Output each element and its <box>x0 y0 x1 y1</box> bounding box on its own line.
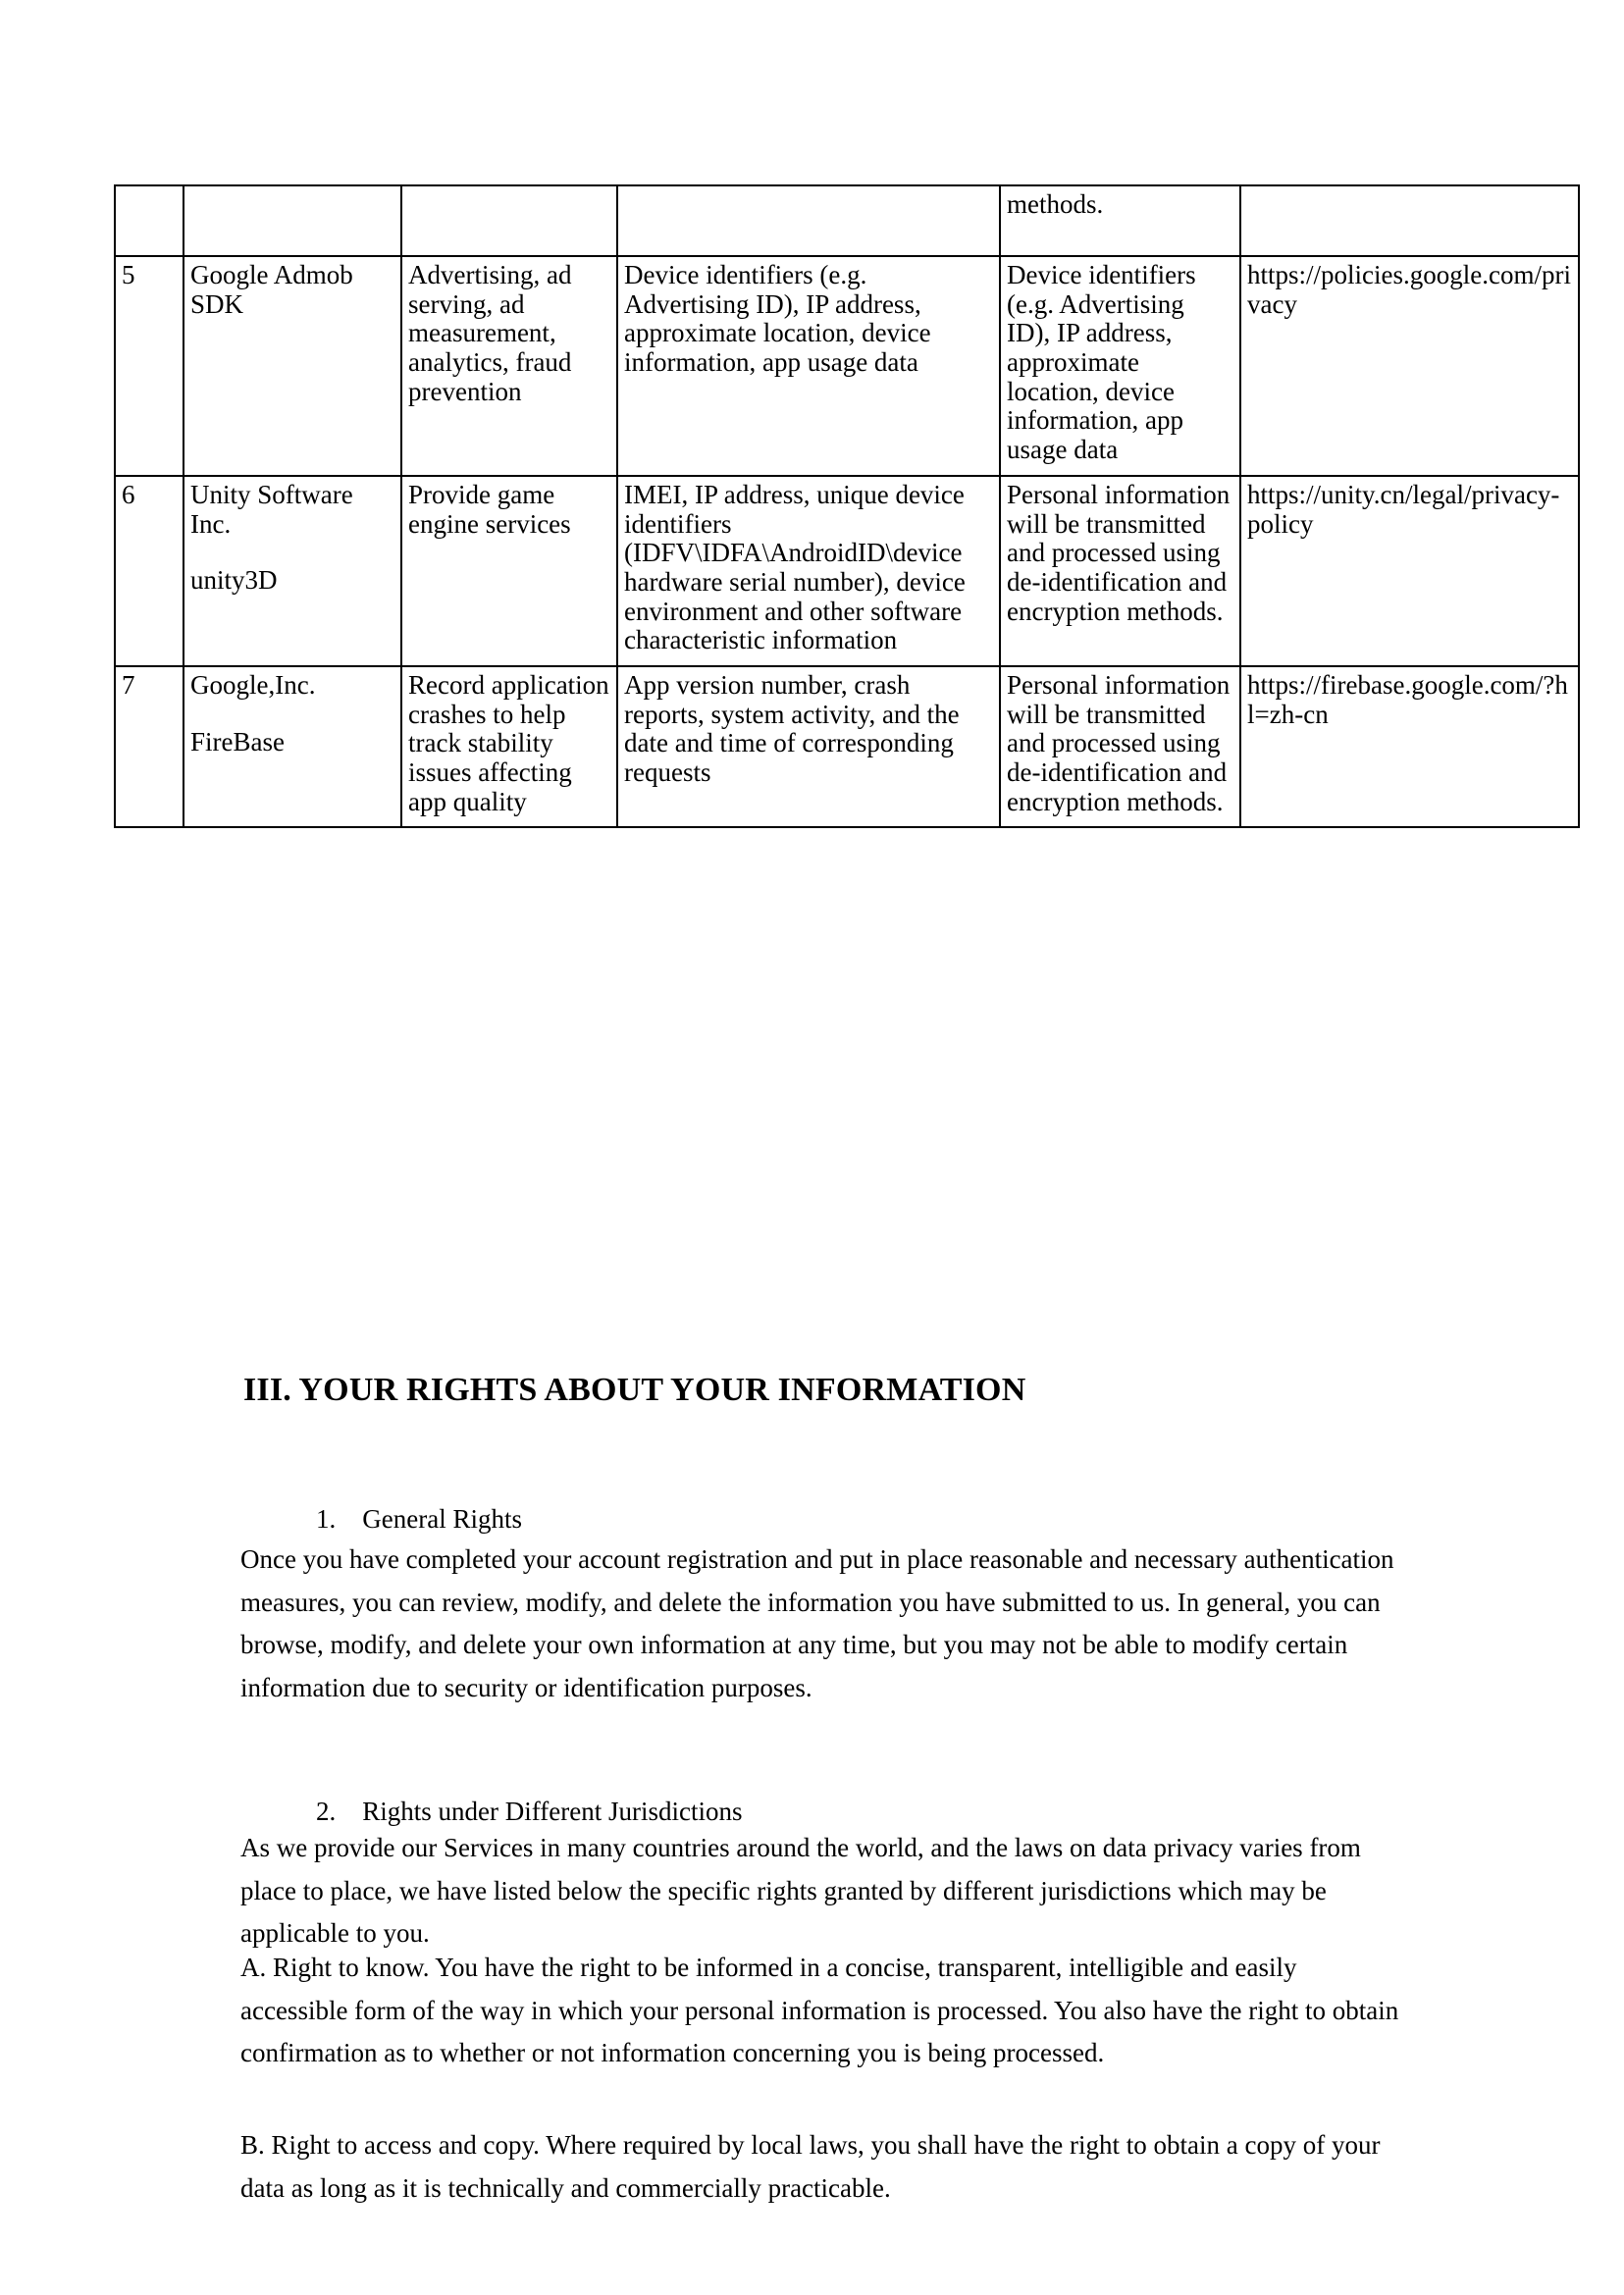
cell-info: Device identifiers (e.g. Advertising ID), IP address, approximate location, device information, app usage data <box>617 256 1000 476</box>
table-row-continued <box>115 185 1579 256</box>
cell-url <box>1240 185 1579 256</box>
cell-info: App version number, crash reports, system activity, and the date and time of corresponding requests <box>617 666 1000 827</box>
list-marker: 2. <box>316 1797 337 1826</box>
cell-processing: Personal information will be transmitted and processed using de-identification and encryption methods. <box>1000 666 1240 827</box>
cell-purpose: Record application crashes to help track stability issues affecting app quality <box>401 666 617 827</box>
table-row <box>115 666 1579 827</box>
cell-url: https://firebase.google.com/?hl=zh-cn <box>1240 666 1579 827</box>
cell-name-line1: Google,Inc. <box>190 669 316 700</box>
paragraph-right-a-block <box>240 1947 1408 2075</box>
cell-info: IMEI, IP address, unique device identifiers (IDFV\IDFA\AndroidID\device hardware serial number), device environment and other software characteristic information <box>617 476 1000 666</box>
cell-info <box>617 185 1000 256</box>
paragraph-general-rights-block <box>240 1539 1408 1710</box>
cell-no: 7 <box>115 666 183 827</box>
cell-name-line2: FireBase <box>190 726 285 756</box>
cell-no: 6 <box>115 476 183 666</box>
list-item-label: Rights under Different Jurisdictions <box>362 1797 743 1826</box>
third-party-sdk-table <box>114 184 1580 828</box>
list-marker: 1. <box>316 1504 337 1534</box>
cell-name-line2: SDK <box>190 288 244 319</box>
list-item-label: General Rights <box>362 1504 522 1534</box>
cell-name-line1: Google Admob <box>190 260 353 289</box>
cell-name-spacer <box>190 701 394 728</box>
cell-processing: Device identifiers (e.g. Advertising ID), IP address, approximate location, device information, app usage data <box>1000 256 1240 476</box>
cell-no: 5 <box>115 256 183 476</box>
paragraph-general-rights: Once you have completed your account registration and put in place reasonable and necessary authentication measures, you can review, modify, and delete the information you have submitted to us. In general, you can browse, modify, and delete your own information at any time, but you may not be able to modify certain information due to security or identification purposes. <box>240 1544 1394 1703</box>
cell-no <box>115 185 183 256</box>
paragraph-jurisdictions-block <box>240 1827 1408 1956</box>
cell-purpose <box>401 185 617 256</box>
paragraph-right-to-access-copy: B. Right to access and copy. Where required by local laws, you shall have the right to obtain a copy of your data as long as it is technically and commercially practicable. <box>240 2130 1381 2203</box>
third-party-sdk-table-wrapper <box>114 184 1578 828</box>
cell-url: https://policies.google.com/privacy <box>1240 256 1579 476</box>
cell-name <box>183 185 401 256</box>
table-row <box>115 476 1579 666</box>
paragraph-right-to-know: A. Right to know. You have the right to be informed in a concise, transparent, intelligible and easily accessible form of the way in which your personal information is processed. You also have the right to obtain confirmation as to whether or not information concerning you is being processed. <box>240 1953 1399 2068</box>
cell-processing: Personal information will be transmitted and processed using de-identification and encryption methods. <box>1000 476 1240 666</box>
cell-name <box>183 476 401 666</box>
paragraph-right-b-block <box>240 2124 1408 2210</box>
cell-purpose: Provide game engine services <box>401 476 617 666</box>
cell-name <box>183 666 401 827</box>
cell-name-spacer <box>190 539 394 566</box>
cell-name-line2: unity3D <box>190 565 278 596</box>
cell-purpose: Advertising, ad serving, ad measurement, analytics, fraud prevention <box>401 256 617 476</box>
cell-name <box>183 256 401 476</box>
cell-url: https://unity.cn/legal/privacy-policy <box>1240 476 1579 666</box>
cell-name-line1: Unity Software Inc. <box>190 479 353 539</box>
table-row <box>115 256 1579 476</box>
page-title: III. YOUR RIGHTS ABOUT YOUR INFORMATION <box>243 1372 1026 1408</box>
cell-processing: methods. <box>1000 185 1240 256</box>
paragraph-jurisdictions-intro: As we provide our Services in many countries around the world, and the laws on data privacy varies from place to place, we have listed below the specific rights granted by different jurisdictions which may be applicable to you. <box>240 1833 1361 1949</box>
